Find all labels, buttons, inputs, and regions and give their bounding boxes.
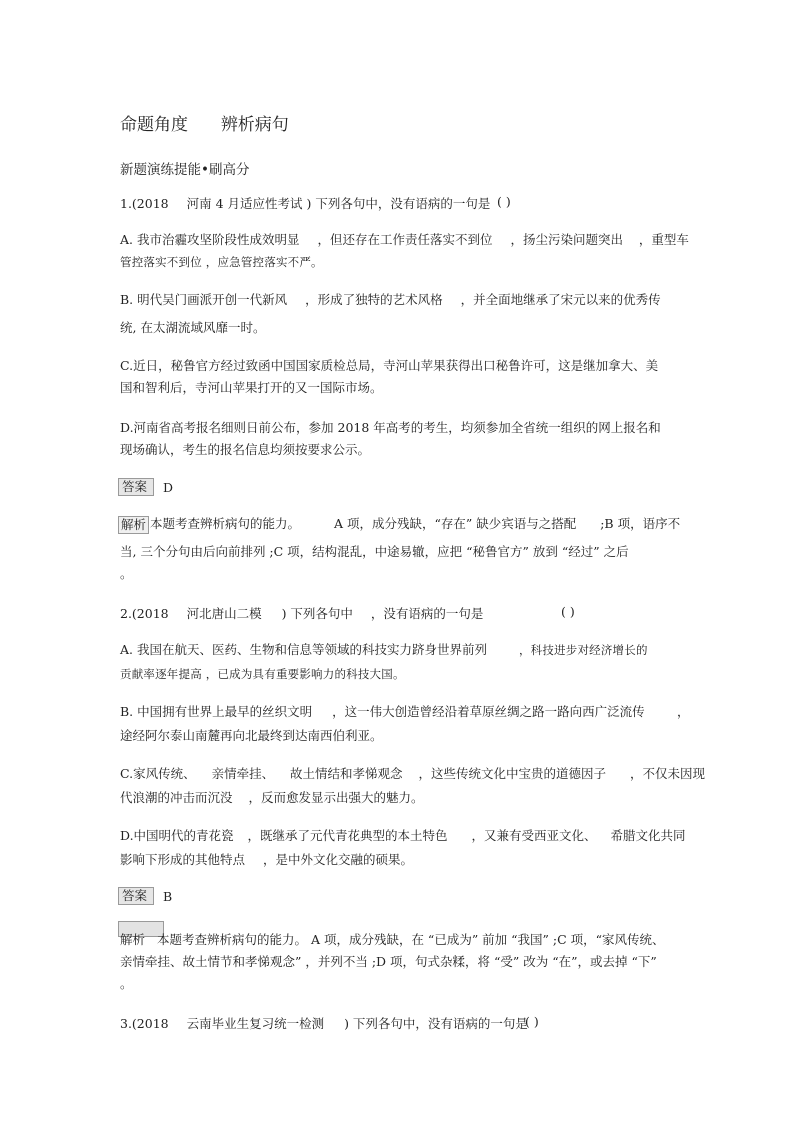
option-c-part-6: 代浪潮的冲击而沉没 [120,790,233,805]
option-a-part-2: ，但还存在工作责任落实不到位 [317,232,493,247]
option-a-part-1: A. 我国在航天、医药、生物和信息等领域的科技实力跻身世界前列 [120,642,487,657]
explanation-label: 解析 [120,932,146,947]
question-1-explanation-line-1 [150,514,680,534]
option-a-part-4: ，重型车 [638,232,689,247]
question-2-option-b-trailing-comma: ， [677,704,690,719]
question-2-option-c-line-1 [120,764,705,784]
question-1-option-c-line-1: C.近日，秘鲁官方经过致函中国国家质检总局，寺河山苹果获得出口秘鲁许可，这是继加拿大、美 [120,358,659,373]
question-2-option-a-line-2: 贡献率逐年提高 ，已成为具有重要影响力的科技大国。 [120,667,405,681]
question-2-explanation-line-1 [120,930,665,950]
option-a-part-3: ，扬尘污染问题突出 [510,232,623,247]
question-1-option-c-line-2: 国和智利后，寺河山苹果打开的又一国际市场。 [120,380,383,395]
question-2-prompt-part-2: ，没有语病的一句是 [370,606,484,621]
option-a-part-2: ，科技进步对经济增长的 [518,643,648,657]
option-d-part-6: ，是中外文化交融的硕果。 [262,852,413,867]
question-3-source: 云南毕业生复习统一检测 [186,1016,325,1031]
question-2-stem [120,604,483,622]
question-2-answer-value: B [163,889,173,904]
option-d-part-2: ，既继承了元代青花典型的本土特色 [247,828,448,843]
question-1-option-a-line-1 [120,230,689,250]
explanation-label: 解析 [121,517,147,532]
question-2-answer-box [118,887,154,905]
explanation-text-1: 本题考查辨析病句的能力。 A 项，成分残缺，在 “已成为” 前加 “我国” ;C 项，“家风传统、 [156,932,665,947]
option-d-part-1: D.中国明代的青花瓷 [120,828,234,843]
question-1-option-d-line-1: D.河南省高考报名细则日前公布，参加 2018 年高考的考生，均须参加全省统一组织的网上报名和 [120,420,661,435]
question-2-explanation-line-3: 。 [120,976,133,991]
question-3-source-year: 3.(2018 [120,1016,169,1031]
option-d-part-4: 希腊文化共同 [610,828,686,843]
question-2-option-b-line-2: 途经阿尔泰山南麓再向北最终到达南西伯利亚。 [120,728,383,743]
question-2-option-a-line-1 [120,640,648,660]
option-b-part-1: B. 中国拥有世界上最早的丝织文明 [120,704,313,719]
option-d-part-3: ，又兼有受西亚文化、 [471,828,597,843]
option-c-part-3: 故土情结和孝悌观念 [290,766,403,781]
question-2-option-b-line-1 [120,702,645,722]
page-title [120,110,289,135]
title-part-1: 命题角度 [120,115,188,135]
question-1-answer-paren: ( ) [497,194,511,209]
question-1-answer-box [118,478,154,496]
answer-label: 答案 [122,479,148,494]
question-1-prompt: 河南 4 月适应性考试 ) 下列各句中，没有语病的一句是 [186,196,491,211]
question-3-prompt: ) 下列各句中，没有语病的一句是 [344,1016,528,1031]
question-2-answer-paren: ( ) [561,604,575,619]
question-1-option-a-line-2: 管控落实不到位 ，应急管控落实不严。 [120,255,323,269]
question-3-answer-paren: ( ) [525,1014,539,1029]
question-1-option-d-line-2: 现场确认，考生的报名信息均须按要求公示。 [120,442,371,457]
option-c-part-7: ，反而愈发显示出强大的魅力。 [248,790,424,805]
option-b-part-1: B. 明代吴门画派开创一代新风 [120,292,288,307]
explanation-part-3: ;B 项，语序不 [600,516,681,531]
question-1-explanation-box [118,516,149,534]
option-b-part-3: ，并全面地继承了宋元以来的优秀传 [460,292,661,307]
question-2-option-d-line-2 [120,850,413,870]
question-1-option-b-line-2: 统, 在太湖流域风靡一时。 [120,320,266,335]
explanation-part-1: 本题考查辨析病句的能力。 [150,516,301,531]
option-b-part-2: ，形成了独特的艺术风格 [305,292,443,307]
question-2-source-year: 2.(2018 [120,606,169,621]
question-1-answer-value: D [163,480,174,495]
option-c-part-5: ，不仅未因现 [630,766,706,781]
title-part-2: 辨析病句 [220,115,289,135]
section-heading: 新题演练提能•刷高分 [120,162,250,178]
question-2-prompt-part-1: ) 下列各句中 [281,606,353,621]
question-2-option-c-line-2 [120,788,424,808]
question-2-source: 河北唐山二模 [186,606,262,621]
option-c-part-4: ，这些传统文化中宝贵的道德因子 [418,766,607,781]
question-2-explanation-line-2: 亲情牵挂、故土情节和孝悌观念” ，并列不当 ;D 项，句式杂糅，将 “受” 改为 “在”，或去掉 “下” [120,954,657,969]
answer-label: 答案 [122,888,148,903]
question-1-stem [120,194,490,212]
explanation-part-2: A 项，成分残缺，“存在” 缺少宾语与之搭配 [333,516,577,531]
question-1-explanation-line-2: 当, 三个分句由后向前排列 ;C 项，结构混乱，中途易辙，应把 “秘鲁官方” 放到 “经过” 之后 [120,544,629,559]
option-c-part-1: C.家风传统、 [120,766,196,781]
question-3-stem [120,1014,528,1032]
question-1-source-year: 1.(2018 [120,196,169,211]
question-2-option-d-line-1 [120,826,686,846]
question-1-option-b-line-1 [120,290,661,310]
option-c-part-2: 亲情牵挂、 [211,766,275,781]
option-a-part-1: A. 我市治霾攻坚阶段性成效明显 [120,232,300,247]
question-1-explanation-line-3: 。 [120,566,133,581]
option-b-part-2: ，这一伟大创造曾经沿着草原丝绸之路一路向西广泛流传 [332,704,645,719]
option-d-part-5: 影响下形成的其他特点 [120,852,246,867]
